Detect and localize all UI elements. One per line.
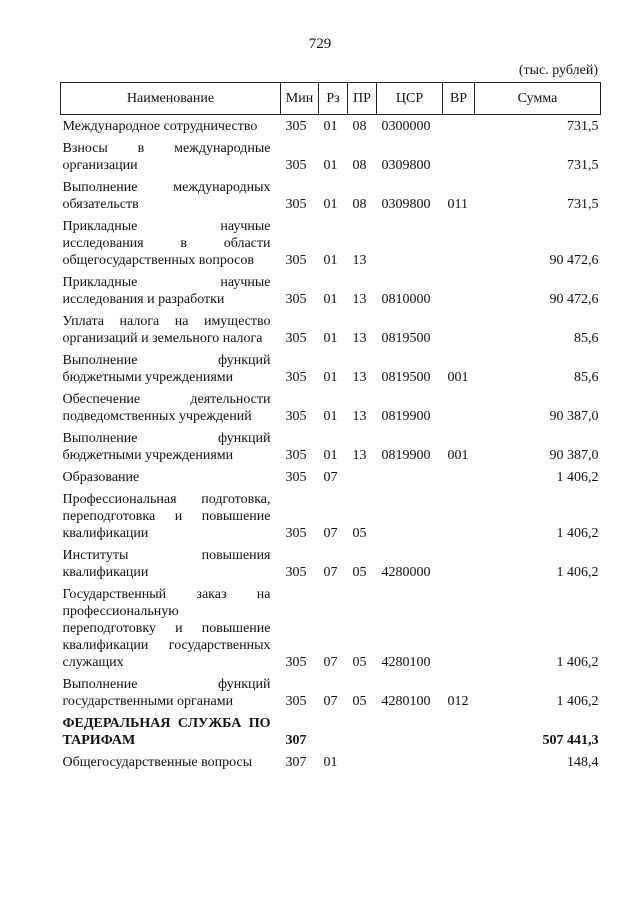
row-csr: 0819500 (381, 331, 431, 346)
row-rz: 01 (323, 253, 338, 268)
row-vr (443, 388, 475, 427)
row-name: Общегосударственные вопросы (62, 755, 253, 770)
row-rz (319, 712, 348, 751)
row-vr (443, 544, 475, 583)
row-vr: 001 (447, 370, 469, 385)
row-min: 305 (285, 253, 307, 268)
row-min: 305 (285, 119, 307, 134)
table-row (61, 349, 601, 388)
row-min: 307 (285, 755, 307, 770)
row-pr: 13 (352, 448, 367, 463)
row-rz: 01 (323, 292, 338, 307)
row-vr (443, 215, 475, 271)
row-name: Прикладные научные исследования в области общегосударственных вопросов (62, 219, 271, 268)
units-note: (тыс. рублей) (518, 63, 598, 78)
row-min: 305 (285, 197, 307, 212)
row-pr (348, 466, 377, 488)
column-header-pr: ПР (348, 83, 377, 115)
row-min: 305 (285, 409, 307, 424)
row-sum: 90 387,0 (549, 448, 599, 463)
row-csr: 4280100 (381, 694, 431, 709)
row-min: 305 (285, 526, 307, 541)
row-csr: 0309800 (381, 158, 431, 173)
row-vr (443, 583, 475, 673)
row-sum: 90 472,6 (549, 253, 599, 268)
row-csr (377, 488, 443, 544)
row-csr: 0819900 (381, 409, 431, 424)
table-header-row (61, 83, 601, 115)
row-name: Государственный заказ на профессиональную переподготовку и повышение квалификации государственных служащих (62, 587, 271, 670)
column-header-csr: ЦСР (377, 83, 443, 115)
row-sum: 1 406,2 (556, 694, 599, 709)
table-row (61, 544, 601, 583)
row-rz: 07 (323, 470, 338, 485)
row-rz: 01 (323, 158, 338, 173)
table-row (61, 271, 601, 310)
row-sum: 1 406,2 (556, 470, 599, 485)
row-rz: 01 (323, 755, 338, 770)
row-min: 305 (285, 655, 307, 670)
row-csr: 4280100 (381, 655, 431, 670)
row-csr (377, 215, 443, 271)
row-name: Взносы в международные организации (62, 141, 271, 173)
row-name: Обеспечение деятельности подведомственных учреждений (62, 392, 271, 424)
row-rz: 01 (323, 370, 338, 385)
row-vr (443, 712, 475, 751)
column-header-sum: Сумма (475, 83, 601, 115)
row-rz: 01 (323, 409, 338, 424)
budget-table (60, 82, 601, 773)
table-row (61, 388, 601, 427)
table-row (61, 310, 601, 349)
row-pr: 13 (352, 331, 367, 346)
row-vr (443, 751, 475, 773)
row-csr: 0819900 (381, 448, 431, 463)
row-sum: 90 472,6 (549, 292, 599, 307)
row-min: 305 (285, 470, 307, 485)
row-rz: 01 (323, 119, 338, 134)
row-min: 307 (285, 733, 307, 748)
table-row (61, 488, 601, 544)
row-rz: 07 (323, 694, 338, 709)
row-rz: 01 (323, 331, 338, 346)
row-name: Прикладные научные исследования и разработки (62, 275, 271, 307)
row-vr (443, 488, 475, 544)
row-pr: 05 (352, 655, 367, 670)
row-sum: 1 406,2 (556, 565, 599, 580)
table-body (61, 115, 601, 774)
row-min: 305 (285, 370, 307, 385)
row-name: Профессиональная подготовка, переподготовка и повышение квалификации (62, 492, 271, 541)
table-row (61, 137, 601, 176)
row-min: 305 (285, 158, 307, 173)
row-name: ФЕДЕРАЛЬНАЯ СЛУЖБА ПО ТАРИФАМ (62, 716, 271, 748)
table-row (61, 466, 601, 488)
row-sum: 731,5 (567, 197, 599, 212)
table-row (61, 751, 601, 773)
row-sum: 507 441,3 (542, 733, 599, 748)
row-sum: 148,4 (567, 755, 599, 770)
row-vr (443, 310, 475, 349)
row-pr: 13 (352, 253, 367, 268)
row-pr: 05 (352, 526, 367, 541)
row-name: Выполнение функций государственными органами (62, 677, 271, 709)
column-header-name: Наименование (61, 83, 281, 115)
row-rz: 07 (323, 565, 338, 580)
row-vr: 001 (447, 448, 469, 463)
table-row (61, 115, 601, 138)
row-csr: 0300000 (381, 119, 431, 134)
page-number: 729 (308, 36, 332, 52)
row-pr: 13 (352, 409, 367, 424)
row-vr (443, 271, 475, 310)
row-min: 305 (285, 292, 307, 307)
row-vr (443, 137, 475, 176)
row-name: Институты повышения квалификации (62, 548, 271, 580)
column-header-min: Мин (281, 83, 319, 115)
row-rz: 01 (323, 448, 338, 463)
row-csr: 0309800 (381, 197, 431, 212)
row-sum: 1 406,2 (556, 655, 599, 670)
row-pr: 08 (352, 197, 367, 212)
row-pr (348, 751, 377, 773)
row-vr: 011 (447, 197, 468, 212)
row-pr: 05 (352, 565, 367, 580)
table-row (61, 583, 601, 673)
row-min: 305 (285, 448, 307, 463)
row-sum: 90 387,0 (549, 409, 599, 424)
row-vr: 012 (447, 694, 469, 709)
row-rz: 07 (323, 655, 338, 670)
row-rz: 01 (323, 197, 338, 212)
row-pr (348, 712, 377, 751)
row-sum: 731,5 (567, 119, 599, 134)
table-row (61, 673, 601, 712)
row-name: Международное сотрудничество (62, 119, 258, 134)
row-csr: 4280000 (381, 565, 431, 580)
row-pr: 08 (352, 158, 367, 173)
table-row (61, 176, 601, 215)
row-csr (377, 712, 443, 751)
row-pr: 05 (352, 694, 367, 709)
row-name: Уплата налога на имущество организаций и земельного налога (62, 314, 271, 346)
row-name: Образование (62, 470, 140, 485)
row-sum: 85,6 (574, 370, 599, 385)
row-vr (443, 115, 475, 138)
row-vr (443, 466, 475, 488)
table-row (61, 427, 601, 466)
table-row (61, 712, 601, 751)
row-min: 305 (285, 694, 307, 709)
row-min: 305 (285, 565, 307, 580)
row-rz: 07 (323, 526, 338, 541)
row-csr: 0810000 (381, 292, 431, 307)
row-name: Выполнение международных обязательств (62, 180, 271, 212)
row-sum: 731,5 (567, 158, 599, 173)
row-min: 305 (285, 331, 307, 346)
row-pr: 13 (352, 370, 367, 385)
column-header-rz: Рз (319, 83, 348, 115)
row-pr: 08 (352, 119, 367, 134)
row-pr: 13 (352, 292, 367, 307)
table-row (61, 215, 601, 271)
row-csr (377, 466, 443, 488)
row-csr (377, 751, 443, 773)
row-name: Выполнение функций бюджетными учреждениями (62, 431, 271, 463)
row-name: Выполнение функций бюджетными учреждениями (62, 353, 271, 385)
column-header-vr: ВР (443, 83, 475, 115)
row-sum: 85,6 (574, 331, 599, 346)
row-sum: 1 406,2 (556, 526, 599, 541)
row-csr: 0819500 (381, 370, 431, 385)
